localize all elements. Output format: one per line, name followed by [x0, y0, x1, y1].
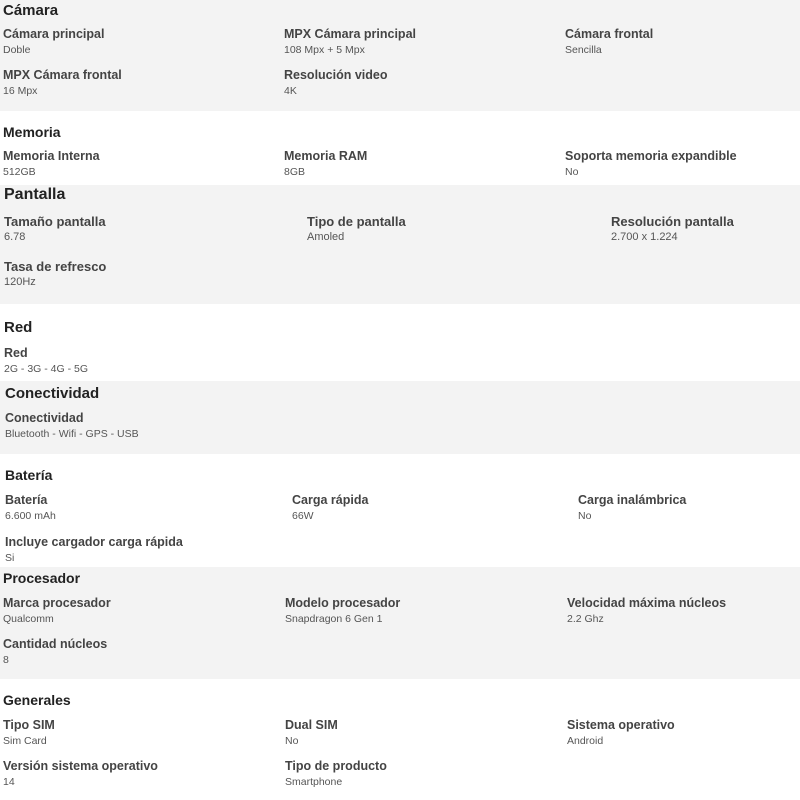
spec-item — [285, 718, 338, 748]
spec-label: Batería — [5, 493, 48, 507]
spec-label: Versión sistema operativo — [3, 759, 158, 773]
spec-item — [578, 493, 686, 523]
section-conectividad — [0, 381, 800, 454]
spec-value: 6.78 — [4, 231, 26, 243]
spec-label: MPX Cámara frontal — [3, 68, 122, 82]
spec-label: Velocidad máxima núcleos — [567, 596, 727, 610]
spec-item — [567, 718, 675, 748]
spec-label: Tamaño pantalla — [4, 214, 106, 229]
spec-label: Red — [4, 346, 28, 360]
spec-value: 2.2 Ghz — [567, 613, 604, 625]
spec-value: Snapdragon 6 Gen 1 — [285, 613, 383, 625]
spec-label: Resolución video — [284, 68, 388, 82]
spec-item — [285, 759, 387, 789]
spec-item — [284, 149, 367, 179]
section-memoria — [0, 111, 800, 185]
spec-label: Tipo SIM — [3, 718, 55, 732]
spec-label: Tipo de producto — [285, 759, 387, 773]
spec-item — [284, 27, 416, 57]
section-procesador — [0, 567, 800, 679]
section-generales — [0, 679, 800, 800]
section-title-procesador: Procesador — [3, 570, 81, 586]
section-title-memoria: Memoria — [3, 124, 61, 140]
spec-value: 66W — [292, 510, 314, 522]
spec-item — [565, 149, 737, 179]
section-title-conectividad: Conectividad — [5, 385, 100, 402]
spec-value: No — [285, 735, 299, 747]
section-title-generales: Generales — [3, 692, 71, 708]
spec-item — [5, 493, 56, 523]
spec-label: Carga rápida — [292, 493, 369, 507]
section-title-pantalla: Pantalla — [4, 186, 66, 203]
spec-label: Marca procesador — [3, 596, 111, 610]
spec-value: 8 — [3, 654, 9, 666]
spec-item — [3, 718, 55, 748]
spec-label: Memoria RAM — [284, 149, 368, 163]
spec-label: MPX Cámara principal — [284, 27, 416, 41]
spec-value: 2.700 x 1.224 — [611, 231, 678, 243]
spec-label: Cantidad núcleos — [3, 637, 108, 651]
section-pantalla — [0, 185, 800, 304]
spec-value: 4K — [284, 85, 297, 97]
spec-value: Amoled — [307, 231, 345, 243]
spec-item — [284, 68, 388, 98]
spec-value: No — [578, 510, 592, 522]
spec-value: 6.600 mAh — [5, 510, 56, 522]
spec-value: Smartphone — [285, 776, 343, 788]
spec-label: Tasa de refresco — [4, 259, 107, 274]
spec-value: 16 Mpx — [3, 85, 38, 97]
spec-label: Cámara frontal — [565, 27, 654, 41]
spec-item — [5, 535, 183, 565]
spec-value: Doble — [3, 44, 31, 56]
spec-value: Bluetooth - Wifi - GPS - USB — [5, 428, 139, 440]
spec-value: 512GB — [3, 166, 36, 178]
spec-label: Modelo procesador — [285, 596, 401, 610]
spec-label: Conectividad — [5, 411, 84, 425]
spec-item — [3, 596, 111, 626]
section-title-camara: Cámara — [3, 2, 59, 19]
spec-item — [611, 214, 734, 244]
spec-value: Android — [567, 735, 604, 747]
spec-label: Dual SIM — [285, 718, 338, 732]
spec-label: Memoria Interna — [3, 149, 100, 163]
spec-item — [3, 759, 158, 789]
spec-value: 2G - 3G - 4G - 5G — [4, 363, 89, 375]
spec-item — [307, 214, 406, 244]
spec-item — [567, 596, 726, 626]
section-red — [0, 304, 800, 381]
section-camara — [0, 0, 800, 111]
spec-item — [3, 149, 100, 179]
spec-item — [3, 27, 104, 57]
spec-value: 120Hz — [4, 276, 36, 288]
spec-item — [4, 214, 106, 244]
spec-label: Sistema operativo — [567, 718, 675, 732]
section-title-red: Red — [4, 319, 33, 336]
spec-label: Soporta memoria expandible — [565, 149, 737, 163]
spec-item — [4, 346, 88, 376]
spec-label: Cámara principal — [3, 27, 105, 41]
section-bateria — [0, 454, 800, 567]
spec-item — [4, 259, 106, 289]
spec-label: Carga inalámbrica — [578, 493, 687, 507]
spec-item — [565, 27, 653, 57]
spec-label: Incluye cargador carga rápida — [5, 535, 183, 549]
spec-item — [3, 68, 122, 98]
spec-value: 14 — [3, 776, 15, 788]
spec-item — [292, 493, 368, 523]
spec-value: Qualcomm — [3, 613, 54, 625]
spec-label: Tipo de pantalla — [307, 214, 406, 229]
spec-value: Sim Card — [3, 735, 47, 747]
spec-label: Resolución pantalla — [611, 214, 734, 229]
spec-value: 108 Mpx + 5 Mpx — [284, 44, 365, 56]
spec-value: 8GB — [284, 166, 306, 178]
spec-value: Sencilla — [565, 44, 602, 56]
section-title-bateria: Batería — [5, 467, 53, 483]
spec-value: No — [565, 166, 579, 178]
spec-item — [5, 411, 139, 441]
spec-item — [3, 637, 107, 667]
spec-value: Si — [5, 552, 15, 564]
spec-item — [285, 596, 400, 626]
